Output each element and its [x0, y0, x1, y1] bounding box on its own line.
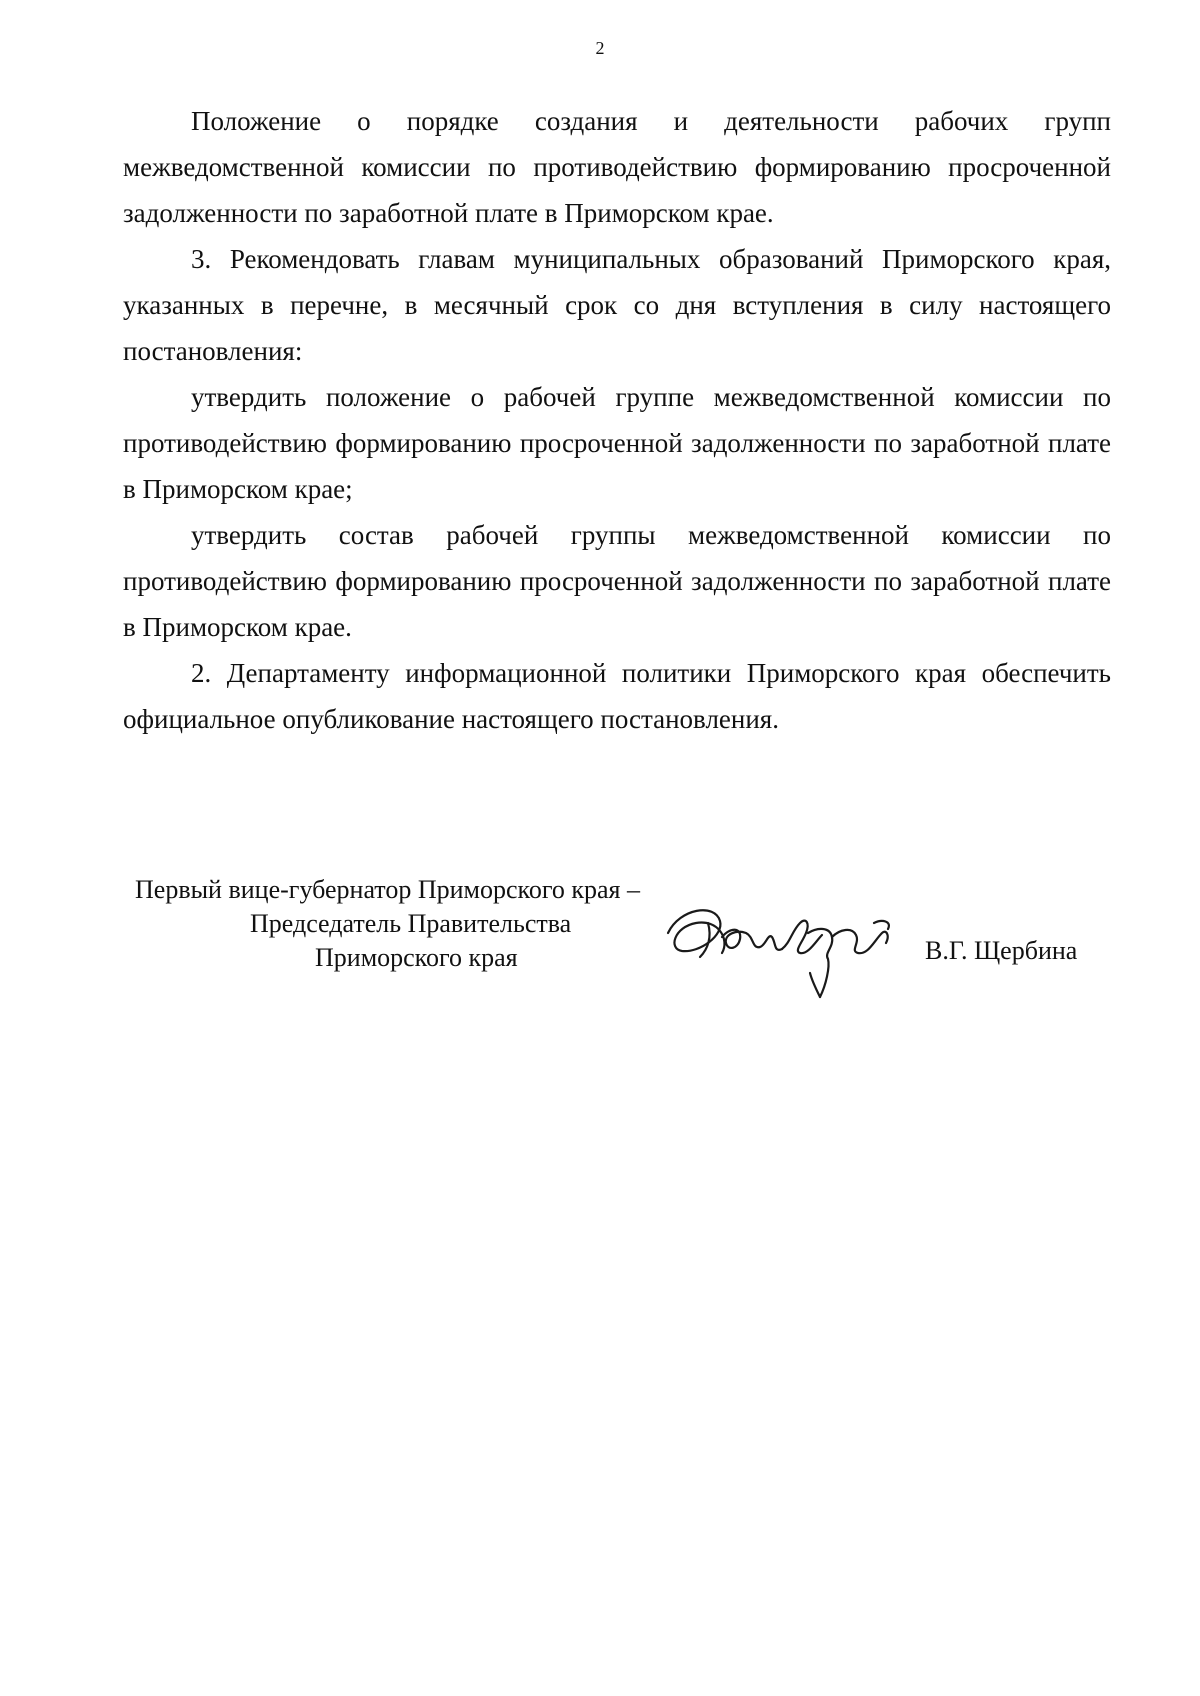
signer-name: В.Г. Щербина [925, 936, 1078, 965]
page-number: 2 [595, 38, 605, 58]
signatory-title-line-2: Председатель Правительства [250, 909, 572, 938]
handwritten-signature-icon [660, 893, 900, 1003]
paragraph-3: утвердить положение о рабочей группе межведомственной комиссии по противодействию формированию просроченной задолженности по заработной плате в Приморском крае; [123, 382, 1111, 504]
signatory-title-line-1: Первый вице-губернатор Приморского края – [135, 875, 640, 904]
signatory-title [135, 873, 640, 975]
paragraph-2: 3. Рекомендовать главам муниципальных образований Приморского края, указанных в перечне, в месячный срок со дня вступления в силу настоящего постановления: [123, 244, 1111, 366]
paragraph-5: 2. Департаменту информационной политики Приморского края обеспечить официальное опубликование настоящего постановления. [123, 658, 1111, 734]
document-body [123, 98, 1111, 742]
paragraph-4: утвердить состав рабочей группы межведомственной комиссии по противодействию формированию просроченной задолженности по заработной плате в Приморском крае. [123, 520, 1111, 642]
paragraph-1: Положение о порядке создания и деятельности рабочих групп межведомственной комиссии по противодействию формированию просроченной задолженности по заработной плате в Приморском крае. [123, 106, 1111, 228]
signatory-title-line-3: Приморского края [315, 943, 518, 972]
